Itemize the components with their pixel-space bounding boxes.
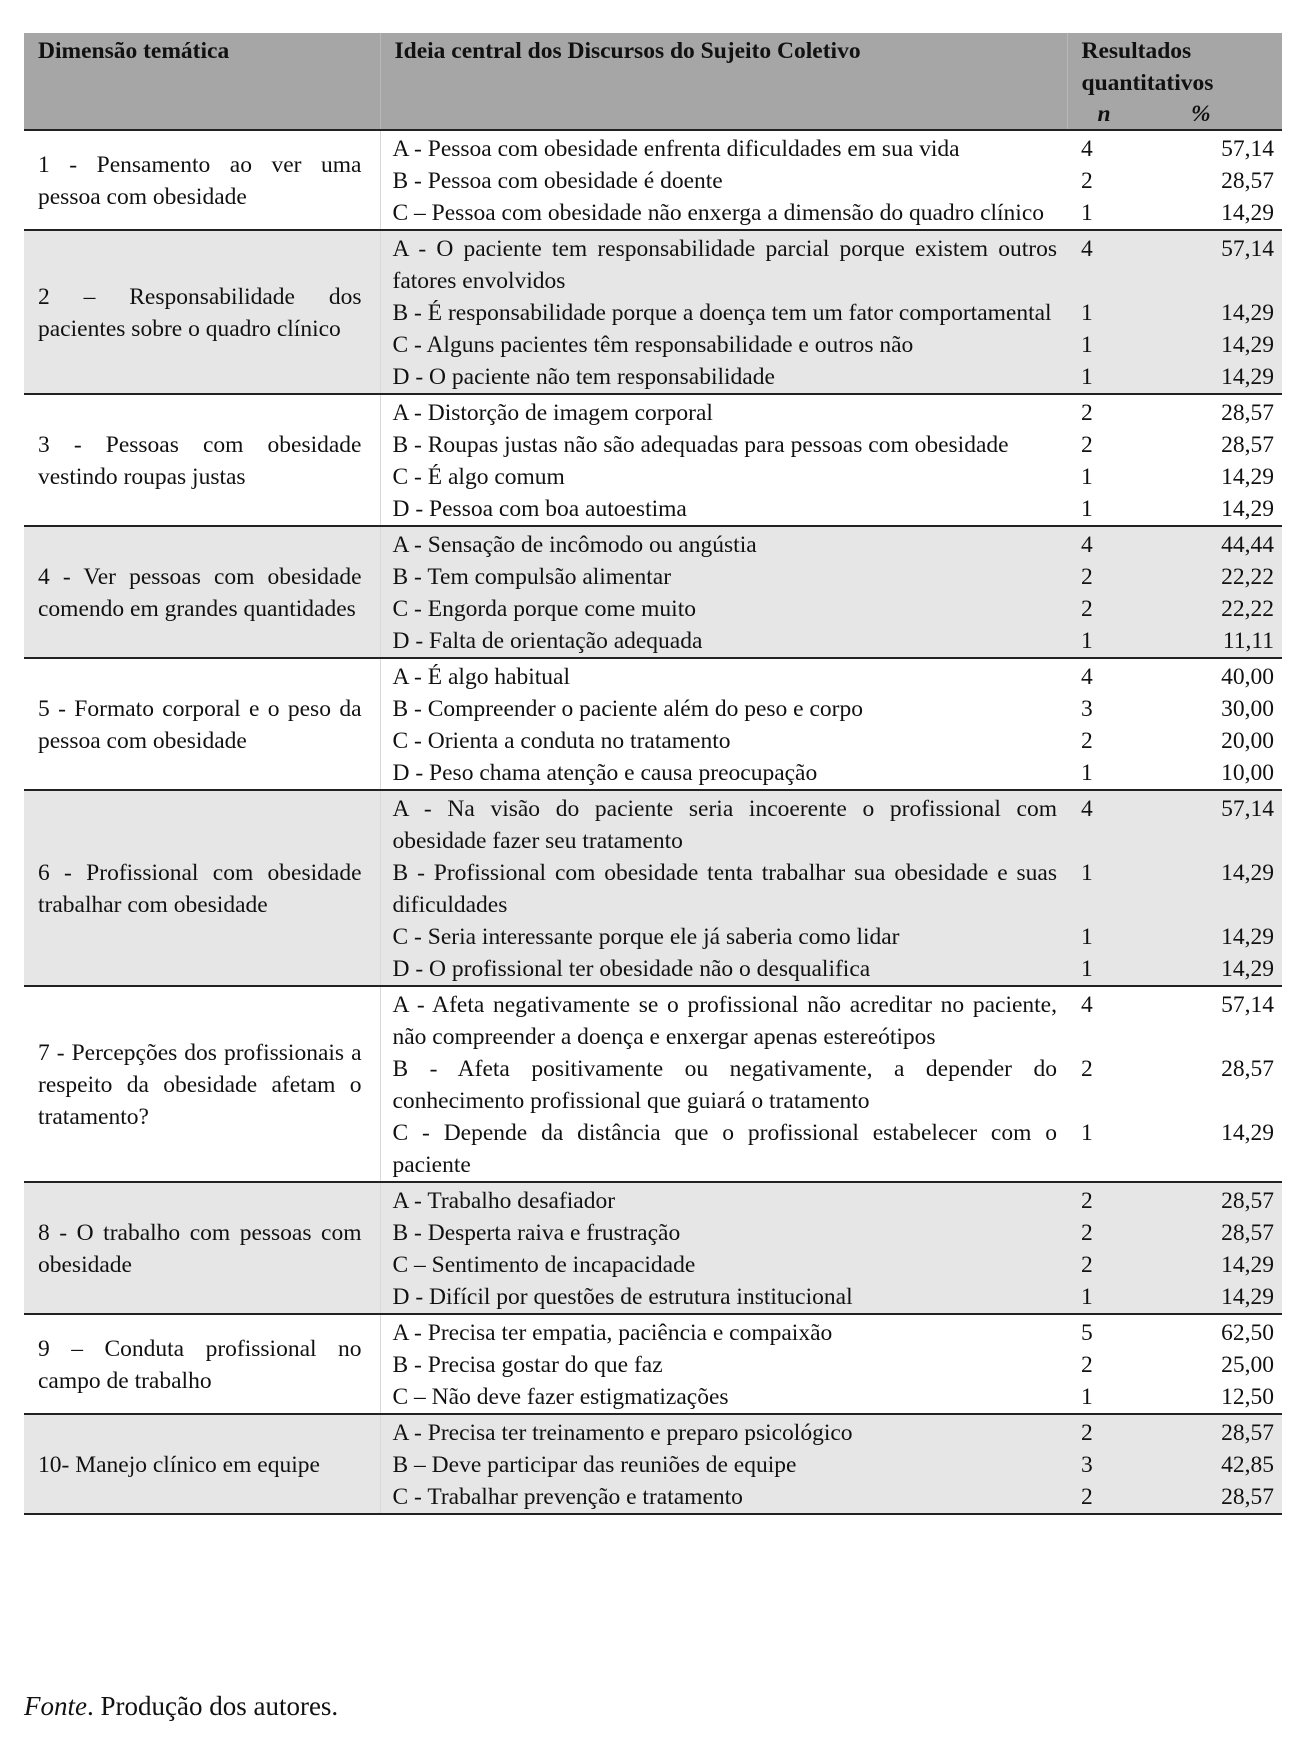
header-blank-2	[380, 99, 1067, 130]
table-row	[24, 986, 1282, 1053]
central-idea-cell: C - Depende da distância que o profissional estabelecer com o paciente	[392, 1120, 1057, 1178]
dimension-cell: 10- Manejo clínico em equipe	[24, 1414, 380, 1514]
count-cell: 1	[1067, 1281, 1183, 1314]
central-idea-cell: A - Distorção de imagem corporal	[392, 400, 713, 426]
central-idea-cell: B – Deve participar das reuniões de equipe	[380, 1449, 1067, 1481]
count-cell: 2	[1081, 400, 1093, 426]
count-cell: 1	[1067, 329, 1183, 361]
percent-cell: 28,57	[1221, 432, 1275, 458]
percent-cell: 57,14	[1221, 992, 1275, 1018]
central-idea-cell: A - Pessoa com obesidade enfrenta dificuldades em sua vida	[392, 136, 960, 162]
dimension-cell: 4 - Ver pessoas com obesidade comendo em grandes quantidades	[24, 526, 380, 658]
count-cell: 2	[1081, 168, 1093, 194]
header-n: n	[1067, 99, 1183, 130]
central-idea-cell: D - O profissional ter obesidade não o desqualifica	[380, 953, 1067, 986]
central-idea-cell: C – Pessoa com obesidade não enxerga a dimensão do quadro clínico	[392, 200, 1045, 226]
percent-cell: 14,29	[1221, 496, 1275, 522]
table-row	[24, 1314, 1282, 1349]
percent-cell: 10,00	[1221, 760, 1275, 786]
central-idea-cell: C - Trabalhar prevenção e tratamento	[380, 1481, 1067, 1514]
count-cell: 4	[1067, 790, 1183, 857]
percent-cell: 57,14	[1183, 790, 1282, 857]
count-cell: 1	[1081, 496, 1093, 522]
central-idea-cell: D - Falta de orientação adequada	[380, 625, 1067, 658]
percent-cell: 28,57	[1183, 1414, 1282, 1449]
central-idea-cell: A - Trabalho desafiador	[380, 1182, 1067, 1217]
percent-cell: 57,14	[1221, 136, 1275, 162]
header-dimension: Dimensão temática	[24, 33, 380, 99]
count-cell: 1	[1067, 625, 1183, 658]
percent-cell: 11,11	[1183, 625, 1282, 658]
percent-cell: 14,29	[1183, 329, 1282, 361]
header-central-idea: Ideia central dos Discursos do Sujeito Coletivo	[380, 33, 1067, 99]
count-cell: 2	[1081, 1352, 1093, 1378]
dimension-group	[24, 986, 1282, 1182]
count-cell: 2	[1067, 1249, 1183, 1281]
percent-cell: 14,29	[1221, 1120, 1275, 1146]
count-cell: 4	[1081, 136, 1093, 162]
table-row	[24, 790, 1282, 857]
central-idea-cell: A - Precisa ter empatia, paciência e compaixão	[392, 1320, 833, 1346]
percent-cell: 28,57	[1183, 1182, 1282, 1217]
count-cell: 2	[1081, 432, 1093, 458]
count-cell: 5	[1081, 1320, 1093, 1346]
central-idea-cell: C - Engorda porque come muito	[380, 593, 1067, 625]
percent-cell: 14,29	[1183, 1249, 1282, 1281]
count-cell: 1	[1081, 464, 1093, 490]
central-idea-cell: C - Alguns pacientes têm responsabilidade e outros não	[380, 329, 1067, 361]
table-row	[24, 526, 1282, 561]
central-idea-cell: A - Precisa ter treinamento e preparo psicológico	[380, 1414, 1067, 1449]
header-blank-1	[24, 99, 380, 130]
count-cell: 2	[1067, 593, 1183, 625]
dimension-group	[24, 1314, 1282, 1414]
percent-cell: 44,44	[1183, 526, 1282, 561]
count-cell: 1	[1081, 1384, 1093, 1410]
percent-cell: 62,50	[1221, 1320, 1275, 1346]
table-row	[24, 658, 1282, 693]
percent-cell: 14,29	[1221, 464, 1275, 490]
dimension-group	[24, 526, 1282, 658]
central-idea-cell: B - Profissional com obesidade tenta trabalhar sua obesidade e suas dificuldades	[380, 857, 1067, 921]
dimension-cell: 1 - Pensamento ao ver uma pessoa com obesidade	[24, 130, 380, 230]
count-cell: 2	[1067, 561, 1183, 593]
central-idea-cell: D - O paciente não tem responsabilidade	[380, 361, 1067, 394]
results-table-container	[24, 33, 1282, 1515]
count-cell: 4	[1081, 664, 1093, 690]
footnote-text: . Produção dos autores.	[86, 1691, 339, 1721]
table-row	[24, 394, 1282, 429]
dimension-group	[24, 1414, 1282, 1514]
central-idea-cell: B - Roupas justas não são adequadas para pessoas com obesidade	[392, 432, 1009, 458]
footnote	[24, 1690, 338, 1722]
dimension-group	[24, 130, 1282, 230]
percent-cell: 22,22	[1183, 561, 1282, 593]
percent-cell: 14,29	[1183, 361, 1282, 394]
count-cell: 1	[1081, 200, 1093, 226]
results-table	[24, 33, 1282, 1515]
count-cell: 1	[1067, 857, 1183, 921]
count-cell: 3	[1067, 1449, 1183, 1481]
dimension-group	[24, 230, 1282, 394]
central-idea-cell: B - É responsabilidade porque a doença tem um fator comportamental	[380, 297, 1067, 329]
central-idea-cell: B - Pessoa com obesidade é doente	[392, 168, 723, 194]
header-quantitative-results: Resultados quantitativos	[1067, 33, 1282, 99]
percent-cell: 14,29	[1221, 200, 1275, 226]
footnote-label: Fonte	[24, 1691, 87, 1721]
dimension-cell: 9 – Conduta profissional no campo de trabalho	[24, 1314, 380, 1414]
table-row	[24, 1414, 1282, 1449]
central-idea-cell: A - É algo habitual	[392, 664, 571, 690]
central-idea-cell: B - Desperta raiva e frustração	[380, 1217, 1067, 1249]
dimension-cell: 6 - Profissional com obesidade trabalhar com obesidade	[24, 790, 380, 986]
percent-cell: 42,85	[1183, 1449, 1282, 1481]
dimension-cell: 2 – Responsabilidade dos pacientes sobre o quadro clínico	[24, 230, 380, 394]
count-cell: 4	[1067, 526, 1183, 561]
count-cell: 2	[1067, 1217, 1183, 1249]
percent-cell: 12,50	[1221, 1384, 1275, 1410]
percent-cell: 20,00	[1221, 728, 1275, 754]
central-idea-cell: D - Pessoa com boa autoestima	[392, 496, 687, 522]
central-idea-cell: B - Compreender o paciente além do peso e corpo	[392, 696, 863, 722]
percent-cell: 14,29	[1183, 857, 1282, 921]
percent-cell: 40,00	[1221, 664, 1275, 690]
central-idea-cell: C - Seria interessante porque ele já saberia como lidar	[380, 921, 1067, 953]
percent-cell: 28,57	[1221, 168, 1275, 194]
count-cell: 2	[1067, 1481, 1183, 1514]
percent-cell: 30,00	[1221, 696, 1275, 722]
central-idea-cell: B - Afeta positivamente ou negativamente, a depender do conhecimento profissional que guiará o tratamento	[392, 1056, 1057, 1114]
count-cell: 2	[1067, 1182, 1183, 1217]
central-idea-cell: A - Sensação de incômodo ou angústia	[380, 526, 1067, 561]
percent-cell: 57,14	[1183, 230, 1282, 297]
count-cell: 1	[1081, 1120, 1093, 1146]
central-idea-cell: C – Não deve fazer estigmatizações	[392, 1384, 729, 1410]
dimension-cell: 7 - Percepções dos profissionais a respeito da obesidade afetam o tratamento?	[24, 986, 380, 1182]
central-idea-cell: D - Peso chama atenção e causa preocupação	[392, 760, 818, 786]
dimension-group	[24, 658, 1282, 790]
dimension-cell: 8 - O trabalho com pessoas com obesidade	[24, 1182, 380, 1314]
count-cell: 1	[1067, 953, 1183, 986]
dimension-cell: 3 - Pessoas com obesidade vestindo roupas justas	[24, 394, 380, 526]
dimension-group	[24, 790, 1282, 986]
table-row	[24, 130, 1282, 165]
count-cell: 2	[1067, 1414, 1183, 1449]
table-row	[24, 230, 1282, 297]
central-idea-cell: A - Afeta negativamente se o profissional não acreditar no paciente, não compreender a doença e enxergar apenas estereótipos	[392, 992, 1057, 1050]
header-percent: %	[1183, 99, 1282, 130]
count-cell: 1	[1081, 760, 1093, 786]
central-idea-cell: C – Sentimento de incapacidade	[380, 1249, 1067, 1281]
count-cell: 1	[1067, 921, 1183, 953]
central-idea-cell: B - Tem compulsão alimentar	[380, 561, 1067, 593]
percent-cell: 14,29	[1183, 953, 1282, 986]
count-cell: 2	[1081, 1056, 1093, 1082]
count-cell: 2	[1081, 728, 1093, 754]
central-idea-cell: C - Orienta a conduta no tratamento	[392, 728, 731, 754]
dimension-cell: 5 - Formato corporal e o peso da pessoa com obesidade	[24, 658, 380, 790]
percent-cell: 22,22	[1183, 593, 1282, 625]
central-idea-cell: D - Difícil por questões de estrutura institucional	[380, 1281, 1067, 1314]
percent-cell: 14,29	[1183, 1281, 1282, 1314]
count-cell: 4	[1081, 992, 1093, 1018]
dimension-group	[24, 394, 1282, 526]
table-row	[24, 1182, 1282, 1217]
count-cell: 1	[1067, 297, 1183, 329]
central-idea-cell: A - Na visão do paciente seria incoerente o profissional com obesidade fazer seu tratamento	[380, 790, 1067, 857]
count-cell: 1	[1067, 361, 1183, 394]
percent-cell: 28,57	[1221, 1056, 1275, 1082]
count-cell: 3	[1081, 696, 1093, 722]
count-cell: 4	[1067, 230, 1183, 297]
dimension-group	[24, 1182, 1282, 1314]
table-header	[24, 33, 1282, 130]
central-idea-cell: C - É algo comum	[392, 464, 565, 490]
percent-cell: 14,29	[1183, 921, 1282, 953]
percent-cell: 28,57	[1221, 400, 1275, 426]
central-idea-cell: B - Precisa gostar do que faz	[392, 1352, 663, 1378]
percent-cell: 28,57	[1183, 1217, 1282, 1249]
central-idea-cell: A - O paciente tem responsabilidade parcial porque existem outros fatores envolvidos	[380, 230, 1067, 297]
percent-cell: 25,00	[1221, 1352, 1275, 1378]
percent-cell: 28,57	[1183, 1481, 1282, 1514]
percent-cell: 14,29	[1183, 297, 1282, 329]
